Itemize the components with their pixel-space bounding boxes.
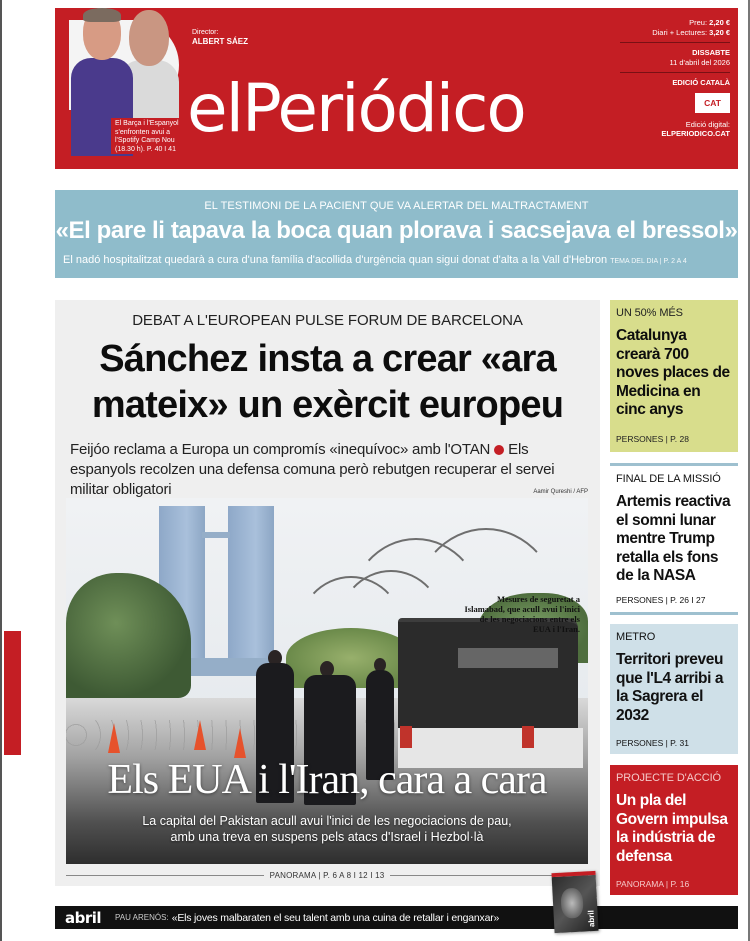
masthead-photo-caption[interactable]: El Barça i l'Espanyol s'enfronten avui a l'Spotify Camp Nou (18.30 h). P. 40 I 41 xyxy=(111,118,181,154)
deck-part-2: Els espanyols recolzen una defensa comuna però rebutgen recuperar el servei militar obligatori xyxy=(70,441,555,498)
sidebar-kicker: METRO xyxy=(616,631,656,643)
sidebar-page-ref: PANORAMA | P. 16 xyxy=(616,879,690,889)
photo-caption: Mesures de seguretat a Islamabad, que acull avui l'inici de les negociacions entre els EUA i l'Iran. xyxy=(464,594,580,634)
sidebar-headline[interactable]: Artemis reactiva el somni lunar mentre Trump retalla els fons de la NASA xyxy=(616,493,731,584)
divider xyxy=(66,875,264,876)
issue-date: 11 d'abril del 2026 xyxy=(669,57,730,67)
photo-subhead-line-1: La capital del Pakistan acull avui l'inici de les negociacions de pau, xyxy=(142,814,512,828)
sidebar-page-ref: PERSONES | P. 31 xyxy=(616,738,689,748)
magazine-promo-bar[interactable] xyxy=(55,906,738,929)
price-combo-label: Diari + Lectures: xyxy=(652,27,708,37)
photo-headline[interactable]: Els EUA i l'Iran, cara a cara xyxy=(107,757,547,803)
section-tab-marker xyxy=(4,631,21,755)
weekday: DISSABTE xyxy=(692,48,730,57)
main-story-page-ref: PANORAMA | P. 6 A 8 I 12 I 13 xyxy=(269,870,385,880)
photo-subhead-line-2: amb una treva en suspens pels atacs d'Israel i Hezbol·là xyxy=(170,830,484,844)
main-story-footer xyxy=(66,868,588,882)
sidebar-page-ref: PERSONES | P. 26 I 27 xyxy=(616,595,706,605)
top-story-page-ref: TEMA DEL DIA | P. 2 A 4 xyxy=(610,258,687,265)
tower-bridge xyxy=(202,532,230,538)
main-story xyxy=(55,300,600,886)
sidebar-story-medicina[interactable] xyxy=(610,300,738,452)
main-photo[interactable] xyxy=(66,498,588,864)
photo-credit: Aamir Qureshi / AFP xyxy=(533,489,588,495)
top-story-subhead-text: El nadó hospitalitzat quedarà a cura d'una família d'acollida d'urgència quan sigui donat d'alta a la Vall d'Hebron xyxy=(63,254,608,266)
sidebar-story-metro[interactable] xyxy=(610,624,738,754)
promo-author: PAU ARENÓS: xyxy=(115,913,169,922)
magazine-brand: abril xyxy=(65,908,102,927)
top-story-subhead xyxy=(63,254,730,266)
price-combo-line xyxy=(620,28,730,38)
main-story-headline[interactable] xyxy=(55,336,600,428)
main-story-deck xyxy=(70,440,588,500)
sidebar-headline[interactable]: Un pla del Govern impulsa la indústria de defensa xyxy=(616,792,728,865)
cover-title: abril xyxy=(586,910,597,928)
top-story-headline[interactable]: «El pare li tapava la boca quan plorava i sacsejava el bressol» xyxy=(55,217,738,244)
traffic-cone xyxy=(234,728,246,758)
price-value: 2,20 € xyxy=(709,18,730,27)
top-story-band[interactable] xyxy=(55,190,738,278)
sidebar-story-artemis[interactable] xyxy=(610,463,738,615)
newspaper-logo[interactable]: elPeriódico xyxy=(187,70,525,147)
deck-part-1: Feijóo reclama a Europa un compromís «inequívoc» amb l'OTAN xyxy=(70,441,491,458)
divider xyxy=(620,42,730,43)
price-combo-value: 3,20 € xyxy=(709,27,730,37)
divider xyxy=(620,72,730,73)
sidebar-kicker: PROJECTE D'ACCIÓ xyxy=(616,772,722,784)
bullet-dot-icon xyxy=(494,445,504,455)
price-label: Preu: xyxy=(689,18,708,27)
promo-quote: «Els joves malbaraten el seu talent amb una cuina de retallar i enganxar» xyxy=(171,911,500,924)
top-story-kicker: EL TESTIMONI DE LA PACIENT QUE VA ALERTAR DEL MALTRACTAMENT xyxy=(204,200,589,212)
director-label: Director: xyxy=(192,29,219,36)
digital-edition-label: Edició digital: xyxy=(685,119,730,129)
headline-line-2: mateix» un exèrcit europeu xyxy=(91,384,564,426)
magazine-cover-thumbnail[interactable] xyxy=(551,871,598,933)
page-edge-left xyxy=(0,0,2,941)
photo-subhead xyxy=(66,813,588,845)
price-line xyxy=(620,18,730,28)
sidebar-headline[interactable]: Catalunya crearà 700 noves places de Medicina en cinc anys xyxy=(616,327,730,418)
sidebar-page-ref: PERSONES | P. 28 xyxy=(616,434,689,444)
director-credit xyxy=(192,28,248,46)
traffic-cone xyxy=(194,720,206,750)
director-name: ALBERT SÁEZ xyxy=(192,37,248,46)
security-truck xyxy=(398,618,588,768)
sidebar-headline[interactable]: Territori preveu que l'L4 arribi a la Sagrera el 2032 xyxy=(616,651,724,724)
traffic-cone xyxy=(108,723,120,753)
sidebar-kicker: UN 50% MÉS xyxy=(616,307,683,319)
cover-portrait xyxy=(560,888,584,919)
masthead xyxy=(55,8,738,169)
edition-code-badge: CAT xyxy=(695,93,730,113)
headline-line-1: Sánchez insta a crear «ara xyxy=(99,338,556,380)
main-story-kicker: DEBAT A L'EUROPEAN PULSE FORUM DE BARCELONA xyxy=(132,312,523,329)
tower-right xyxy=(228,506,274,666)
digital-edition-link[interactable]: ELPERIODICO.CAT xyxy=(661,129,730,138)
edition-label: EDICIÓ CATALÀ xyxy=(672,78,730,87)
sidebar-story-defensa[interactable] xyxy=(610,765,738,895)
masthead-info xyxy=(620,18,730,139)
sidebar-kicker: FINAL DE LA MISSIÓ xyxy=(616,473,721,485)
